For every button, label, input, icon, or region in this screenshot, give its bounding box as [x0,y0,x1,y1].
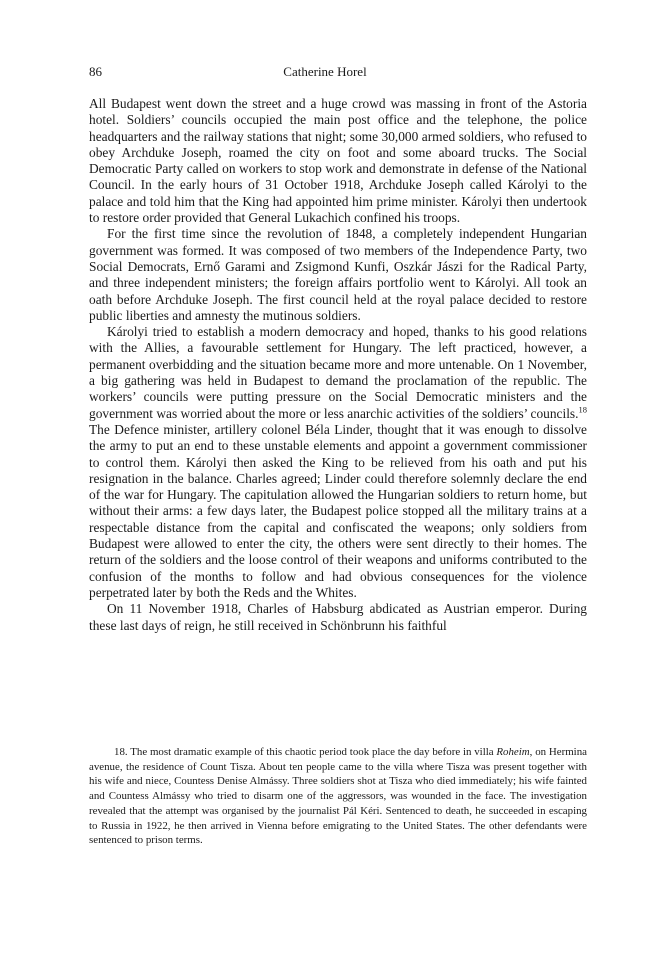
paragraph-1: All Budapest went down the street and a huge crowd was massing in front of the Astoria hotel. Soldiers’ councils occupied the main post office and the telephone, the police headquarters and the railway stations that night; some 30,000 armed soldiers, who refused to obey Archduke Joseph, roamed the city on foot and some aboard trucks. The Social Democratic Party called on workers to stop work and demonstrate in defense of the National Council. In the early hours of 31 October 1918, Archduke Joseph called Károlyi to the palace and told him that the King had appointed him prime minister. Károlyi then undertook to restore order provided that General Lukachich confined his troops. [89,96,587,226]
paragraph-4: On 11 November 1918, Charles of Habsburg abdicated as Austrian emperor. During these last days of reign, he still received in Schönbrunn his faithful [89,601,587,633]
paragraph-3-part-b: The Defence minister, artillery colonel Béla Linder, thought that it was enough to dissolve the army to put an end to these unstable elements and appoint a government commissioner to control them. Károlyi then asked the King to be relieved from his oath and put his resignation in the balance. Charles agreed; Linder could therefore solemnly declare the end of the war for Hungary. The capitulation allowed the Hungarian soldiers to return home, but without their arms: a few days later, the Budapest police stopped all the military trains at a respectable distance from the capital and confiscated the weapons; only soldiers from Budapest were allowed to enter the city, the others were sent directly to their homes. The return of the soldiers and the loose control of their weapons and uniforms contributed to the confusion of the months to follow and had obvious consequences for the violence perpetrated later by both the Reds and the Whites. [89,421,587,600]
footnote-text-a: The most dramatic example of this chaotic period took place the day before in villa [127,746,497,758]
footnote [89,745,587,848]
running-head: Catherine Horel [283,64,367,79]
body-text [89,96,587,634]
footnote-reference-18[interactable]: 18 [578,404,587,415]
page-number: 86 [89,64,102,79]
paragraph-3-part-a: Károlyi tried to establish a modern democracy and hoped, thanks to his good relations with the Allies, a favourable settlement for Hungary. The left practiced, however, a permanent overbidding and the situation became more and more untenable. On 1 November, a big gathering was held in Budapest to demand the proclamation of the republic. The workers’ councils were putting pressure on the Social Democratic ministers and the government was worried about the more or less anarchic activities of the soldiers’ councils. [89,324,587,421]
footnote-italic-villa-name: Roheim [496,746,530,758]
paragraph-3 [89,324,587,601]
footnote-18 [89,745,587,848]
footnote-number: 18. [114,746,128,758]
footnote-text-b: , on Hermina avenue, the residence of Count Tisza. About ten people came to the villa where Tisza was present together with his wife and niece, Countess Denise Almássy. Three soldiers shot at Tisza who died immediately; his wife fainted and Countess Almássy who tried to disarm one of the aggressors, was wounded in the face. The investigation revealed that the attempt was organised by the journalist Pál Kéri. Sentenced to death, he succeeded in escaping to Russia in 1922, he then arrived in Vienna before emigrating to the United States. The other defendants were sentenced to prison terms. [89,746,587,847]
paragraph-2: For the first time since the revolution of 1848, a completely independent Hungarian government was formed. It was composed of two members of the Independence Party, two Social Democrats, Ernő Garami and Zsigmond Kunfi, Oszkár Jászi for the Radical Party, and three independent ministers; the foreign affairs portfolio went to Károlyi. All took an oath before Archduke Joseph. The first council held at the royal palace decided to restore public liberties and amnesty the mutinous soldiers. [89,226,587,323]
